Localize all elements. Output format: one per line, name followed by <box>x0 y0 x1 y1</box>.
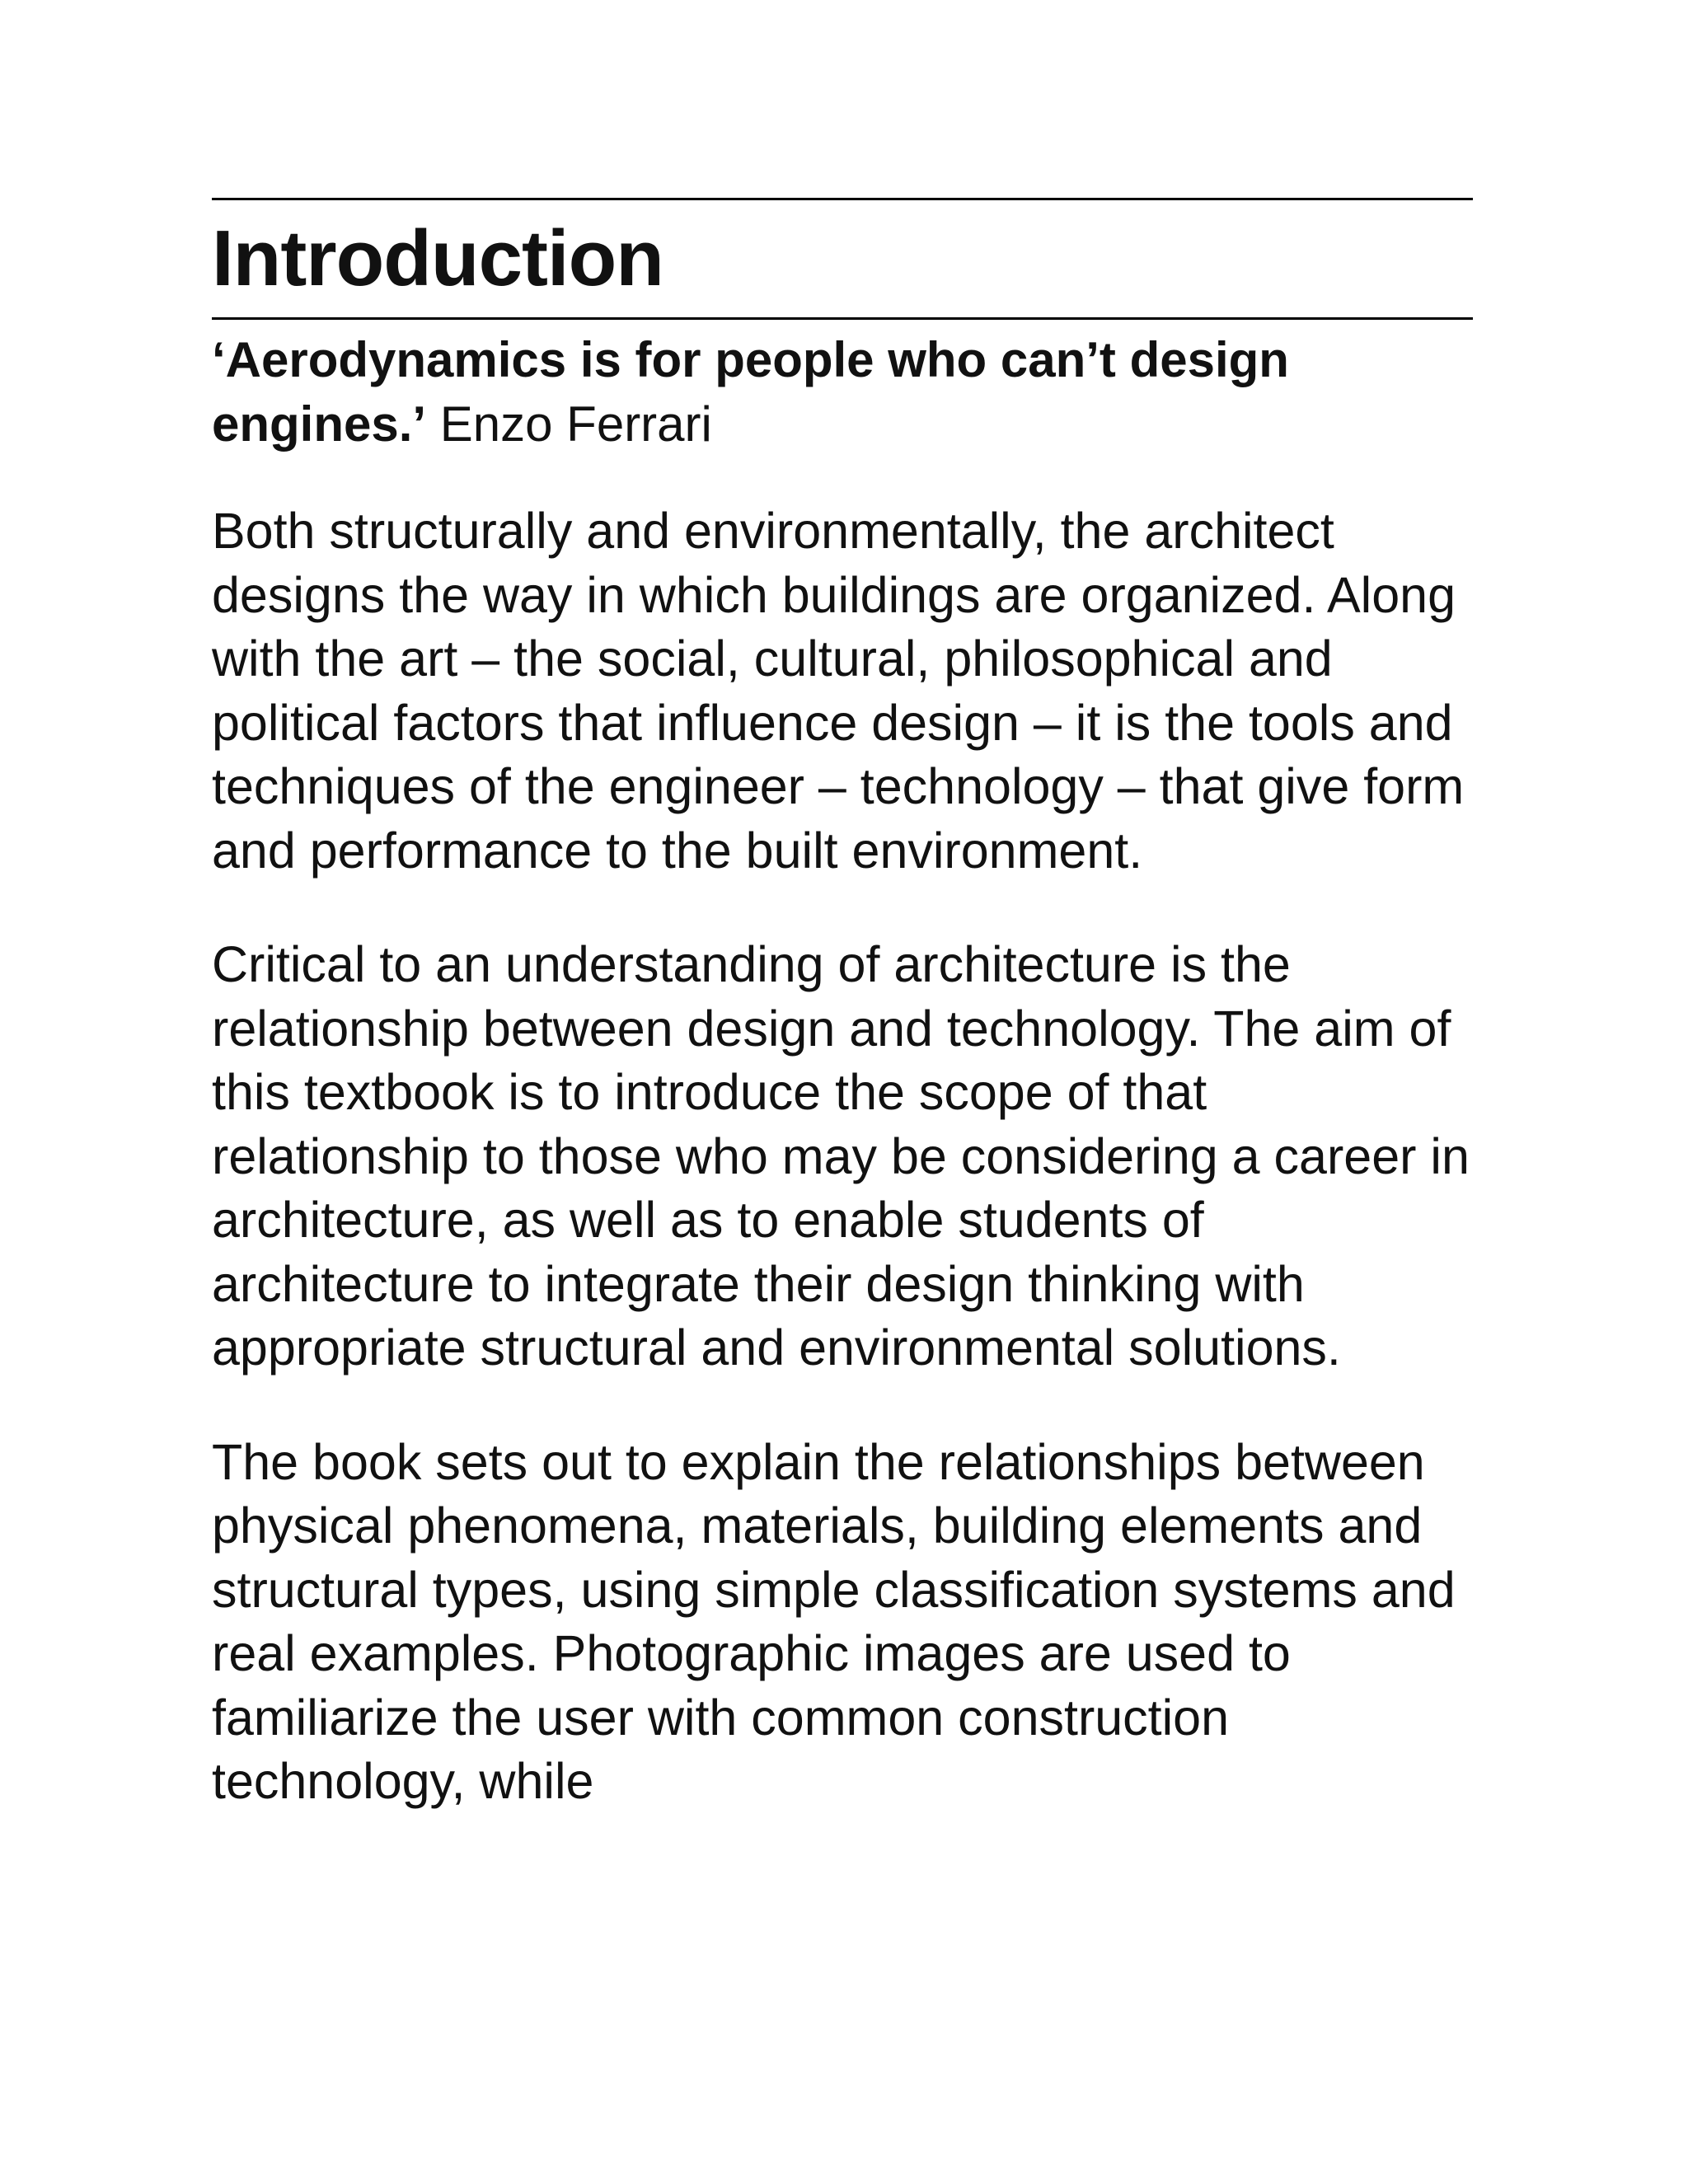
epigraph-quote: ‘Aerodynamics is for people who can’t design engines.’ <box>212 332 1289 452</box>
page-content <box>212 198 1473 1864</box>
title-bottom-rule <box>212 317 1473 320</box>
epigraph <box>212 328 1473 457</box>
page-title: Introduction <box>212 214 663 302</box>
body-paragraph-1: Both structurally and environmentally, the architect designs the way in which buildings are organized. Along with the art – the social, cultural, philosophical and political factors that influence design – it is the tools and techniques of the engineer – technology – that give form and performance to the built environment. <box>212 503 1465 879</box>
top-rule <box>212 198 1473 200</box>
body-paragraph-2: Critical to an understanding of architecture is the relationship between design and technology. The aim of this textbook is to introduce the scope of that relationship to those who may be considering a career in architecture, as well as to enable students of architecture to integrate their design thinking with appropriate structural and environmental solutions. <box>212 936 1470 1376</box>
body-paragraph-3: The book sets out to explain the relationships between physical phenomena, materials, building elements and structural types, using simple classification systems and real examples. Photographic images are used to familiarize the user with common construction technology, while <box>212 1433 1456 1809</box>
epigraph-author: Enzo Ferrari <box>439 396 712 452</box>
